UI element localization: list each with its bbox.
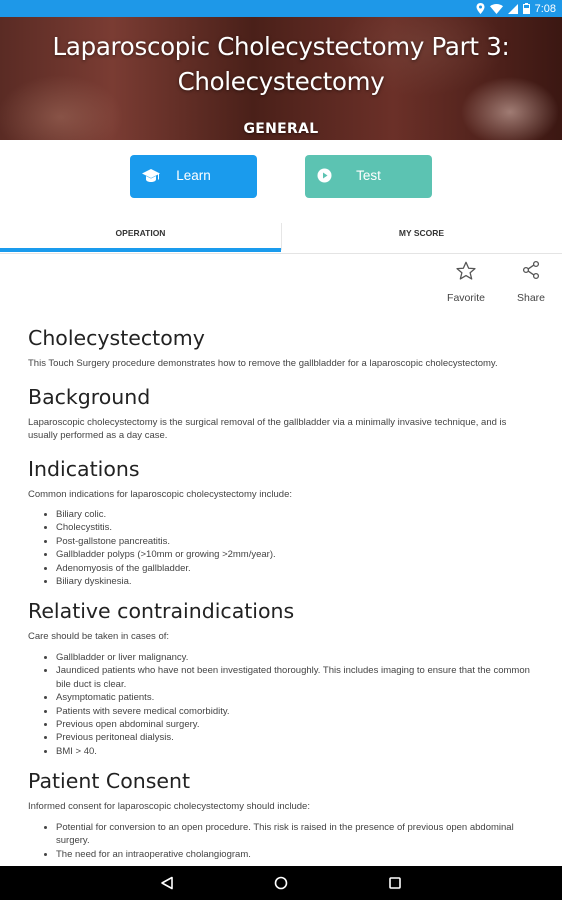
list-item: • Previous peritoneal dialysis. [56,731,538,744]
procedure-header [0,17,562,140]
navigation-bar [0,866,562,900]
list-item: • Gallbladder or liver malignancy. [56,651,538,664]
status-bar [0,0,562,17]
active-tab-indicator [0,248,281,252]
tab-operation[interactable]: OPERATION [115,228,166,238]
favorite-label: Favorite [447,292,485,304]
indications-list [28,508,538,588]
procedure-title: Laparoscopic Cholecystectomy Part 3: Cholecystectomy [52,32,510,96]
section-heading-patient-consent: Patient Consent [28,769,191,794]
list-item: • Asymptomatic patients. [56,691,538,704]
share-button[interactable] [514,258,548,306]
list-item: • Patients with severe medical comorbidity. [56,705,538,718]
learn-button[interactable] [130,155,257,198]
section-text-background: Laparoscopic cholecystectomy is the surgical removal of the gallbladder via a minimally invasive technique, and is usually performed as a day case. [28,416,507,441]
section-heading-indications: Indications [28,456,140,481]
home-icon[interactable] [274,876,288,890]
signal-icon [508,4,518,14]
share-icon [514,260,548,280]
wifi-icon [490,4,503,14]
list-item: • Post-gallstone pancreatitis. [56,535,538,548]
section-text-relative-contraindications: Care should be taken in cases of: [28,631,170,643]
list-item: • BMI > 40. [56,745,538,758]
battery-icon [523,3,530,14]
section-text-patient-consent: Informed consent for laparoscopic cholecystectomy should include: [28,801,310,813]
star-icon [446,260,486,282]
list-item: • Jaundiced patients who have not been investigated thoroughly. This includes imaging to ensure that the common bile duct is clear. [56,664,538,691]
tab-divider [281,223,282,250]
procedure-category: GENERAL [243,121,319,137]
list-item: • Biliary dyskinesia. [56,575,538,588]
section-heading-relative-contraindications: Relative contraindications [28,599,295,624]
list-item: • Biliary colic. [56,508,538,521]
list-item: • The need for an intraoperative cholangiogram. [56,848,538,861]
procedure-description [28,322,538,861]
contraindications-list [28,651,538,758]
status-time: 7:08 [534,2,556,15]
consent-list [28,821,538,861]
back-icon[interactable] [160,876,174,890]
location-icon [476,3,485,14]
share-label: Share [516,292,546,304]
recents-icon[interactable] [388,876,402,890]
list-item: • Adenomyosis of the gallbladder. [56,562,538,575]
tab-my-score[interactable]: MY SCORE [398,228,445,238]
list-item: • Cholecystitis. [56,521,538,534]
test-button-label: Test [356,168,381,183]
section-heading-background: Background [28,384,151,409]
favorite-button[interactable] [446,258,486,306]
list-item: • Previous open abdominal surgery. [56,718,538,731]
list-item: • Gallbladder polyps (>10mm or growing >2mm/year). [56,548,538,561]
section-text-cholecystectomy: This Touch Surgery procedure demonstrates how to remove the gallbladder for a laparoscopic cholecystectomy. [28,358,498,369]
section-text-indications: Common indications for laparoscopic cholecystectomy include: [28,488,293,500]
list-item: • Potential for conversion to an open procedure. This risk is raised in the presence of previous open abdominal surgery. [56,821,538,848]
section-heading-cholecystectomy: Cholecystectomy [28,326,205,350]
learn-button-label: Learn [176,168,211,183]
test-button[interactable] [305,155,432,198]
